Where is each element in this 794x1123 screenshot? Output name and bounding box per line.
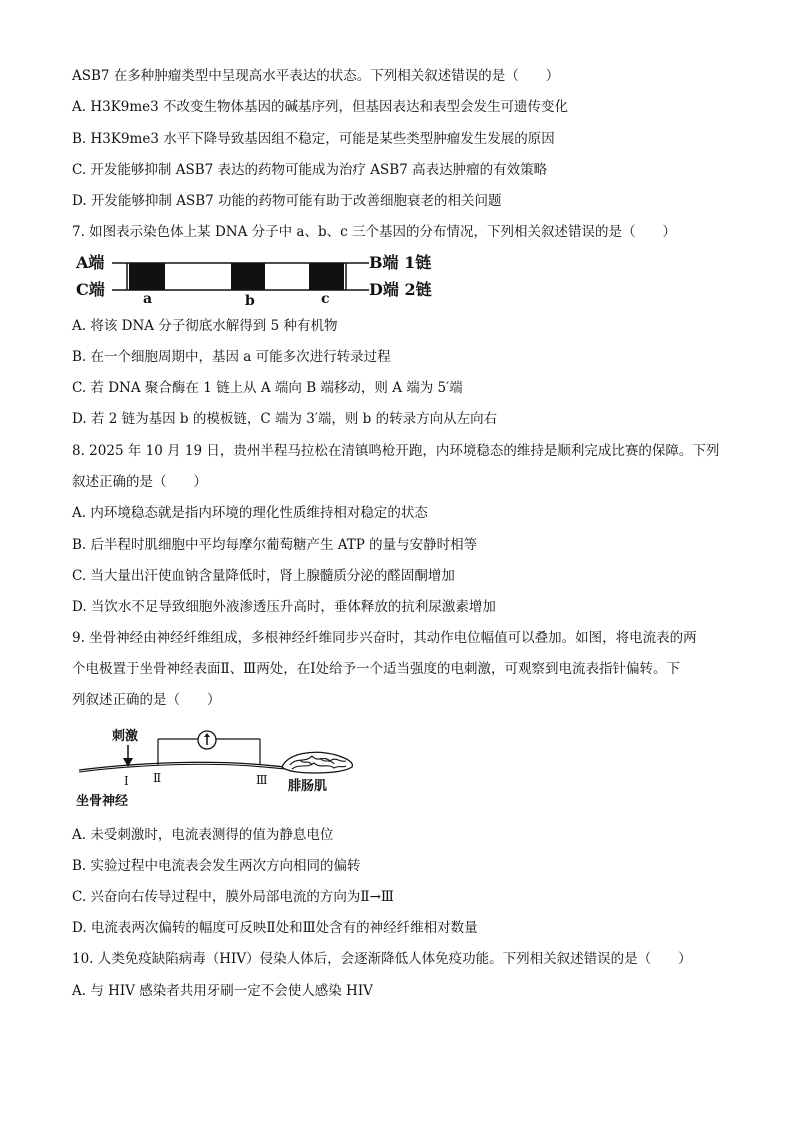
q9-option-c: C. 兴奋向右传导过程中，膜外局部电流的方向为Ⅱ→Ⅲ [72,889,394,905]
point-3-label: Ⅲ [256,773,268,787]
q9-option-d: D. 电流表两次偏转的幅度可反映Ⅱ处和Ⅲ处含有的神经纤维相对数量 [72,920,478,936]
stimulus-label: 刺激 [112,729,139,744]
q7-option-c: C. 若 DNA 聚合酶在 1 链上从 A 端向 B 端移动，则 A 端为 5′端 [72,380,463,396]
q7-option-a: A. 将该 DNA 分子彻底水解得到 5 种有机物 [72,318,338,334]
gene-c-block [309,263,344,290]
q8-option-d: D. 当饮水不足导致细胞外液渗透压升高时，垂体释放的抗利尿激素增加 [72,599,496,615]
dna-end-c-label: C端 [76,280,105,299]
muscle-label: 腓肠肌 [288,779,328,794]
q7-option-b: B. 在一个细胞周期中，基因 a 可能多次进行转录过程 [72,349,391,365]
gene-c-label: c [321,291,330,307]
point-2-label: Ⅱ [153,771,162,785]
q9-option-b: B. 实验过程中电流表会发生两次方向相同的偏转 [72,858,361,874]
dna-diagram [74,250,444,308]
dna-end-a-label: A端 [76,253,105,272]
q8-option-b: B. 后半程时肌细胞中平均每摩尔葡萄糖产生 ATP 的量与安静时相等 [72,537,478,553]
q10-option-a: A. 与 HIV 感染者共用牙刷一定不会使人感染 HIV [72,983,373,999]
q8-stem-line-2: 叙述正确的是（ ） [72,474,207,490]
q8-stem-line-1: 8. 2025 年 10 月 19 日，贵州半程马拉松在清镇鸣枪开跑，内环境稳态的维持是顺利完成比赛的保障。下列 [72,443,720,459]
q6-option-c: C. 开发能够抑制 ASB7 表达的药物可能成为治疗 ASB7 高表达肿瘤的有效策略 [72,162,548,178]
q6-option-b: B. H3K9me3 水平下降导致基因组不稳定，可能是某些类型肿瘤发生发展的原因 [72,131,555,147]
q8-option-a: A. 内环境稳态就是指内环境的理化性质维持相对稳定的状态 [72,505,428,521]
q8-option-c: C. 当大量出汗使血钠含量降低时，肾上腺髓质分泌的醛固酮增加 [72,568,455,584]
gene-b-label: b [245,293,255,309]
q9-stem-line-2: 个电极置于坐骨神经表面Ⅱ、Ⅲ两处，在Ⅰ处给予一个适当强度的电刺激，可观察到电流表指针偏转。下 [72,661,681,677]
q9-stem-line-1: 9. 坐骨神经由神经纤维组成，多根神经纤维同步兴奋时，其动作电位幅值可以叠加。如图，将电流表的两 [72,630,697,646]
q6-option-d: D. 开发能够抑制 ASB7 功能的药物可能有助于改善细胞衰老的相关问题 [72,193,502,209]
nerve-diagram [74,725,364,810]
point-1-label: Ⅰ [124,774,129,788]
nerve-lower-edge [79,764,286,772]
gene-a-block [129,263,165,290]
q7-option-d: D. 若 2 链为基因 b 的模板链，C 端为 3′端，则 b 的转录方向从左向右 [72,411,498,427]
gene-a-label: a [143,291,153,307]
q10-stem: 10. 人类免疫缺陷病毒（HIV）侵染人体后，会逐渐降低人体免疫功能。下列相关叙述错误的是（ ） [72,951,692,967]
gene-b-block [231,263,265,290]
q9-stem-line-3: 列叙述正确的是（ ） [72,692,221,708]
q6-option-a: A. H3K9me3 不改变生物体基因的碱基序列，但基因表达和表型会发生可遗传变化 [72,99,569,115]
dna-end-d-label: D端 2链 [369,280,432,299]
q9-option-a: A. 未受刺激时，电流表测得的值为静息电位 [72,827,334,843]
q6-stem-tail: ASB7 在多种肿瘤类型中呈现高水平表达的状态。下列相关叙述错误的是（ ） [72,68,560,84]
nerve-label: 坐骨神经 [76,794,129,809]
dna-end-b-label: B端 1链 [369,253,432,272]
q7-stem: 7. 如图表示染色体上某 DNA 分子中 a、b、c 三个基因的分布情况，下列相关叙述错误的是（ ） [72,224,676,240]
